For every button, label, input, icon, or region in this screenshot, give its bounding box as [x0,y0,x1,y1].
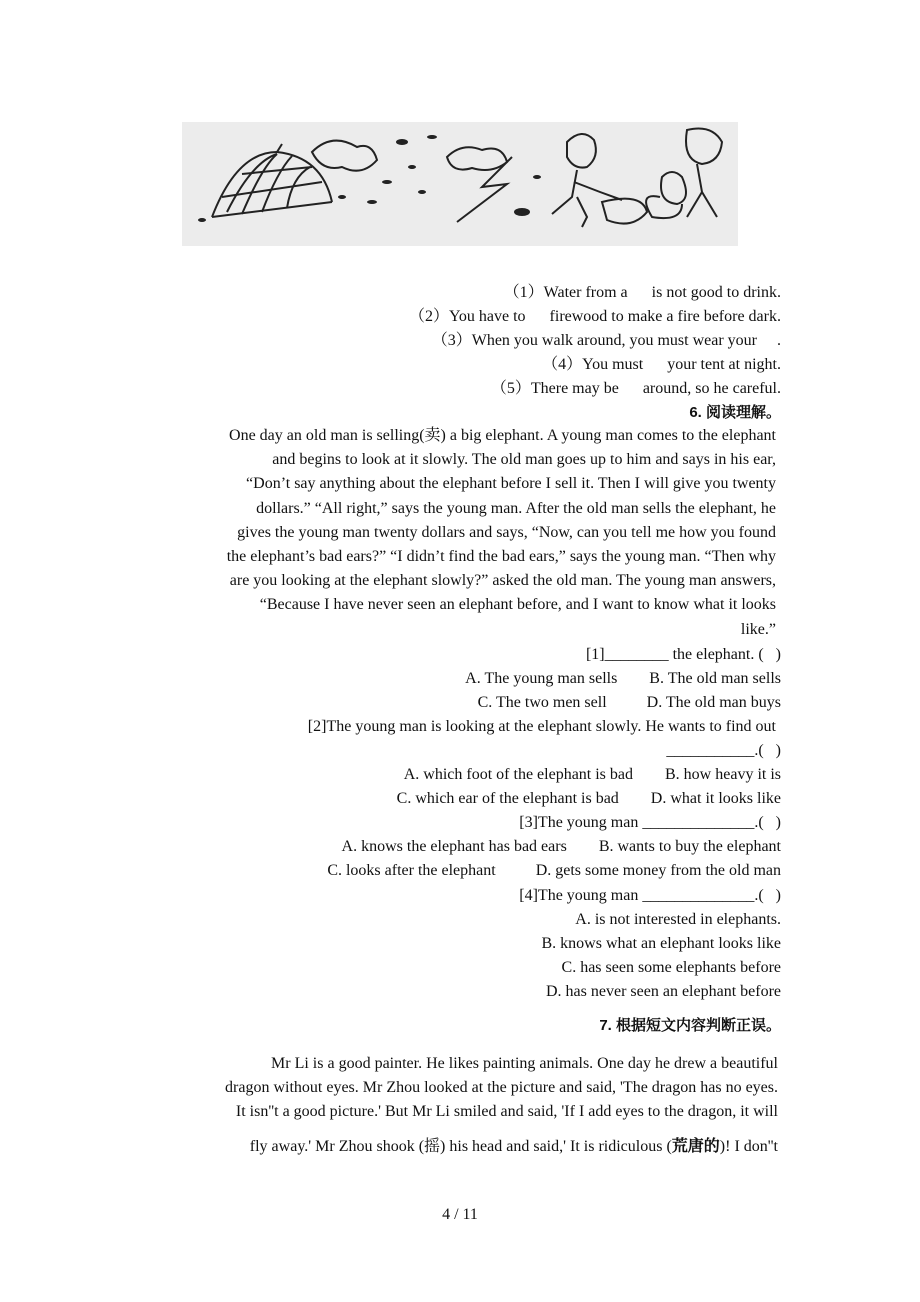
reading-passage [134,424,776,642]
fill-item-1: （1）Water from a is not good to drink. [503,284,781,301]
passage-text: fly away.' Mr Zhou shook (摇) his head and said,' It is ridiculous ( [249,1138,672,1155]
page-number: 4 / 11 [442,1206,478,1223]
fill-item-5: （5）There may be around, so he careful. [490,380,781,397]
passage-line: It isn''t a good picture.' But Mr Li smiled and said, 'If I add eyes to the dragon, it will [235,1103,778,1120]
passage-line: One day an old man is selling(卖) a big elephant. A young man comes to the elephant [229,427,776,444]
question-1-stem: [1]________ the elephant. ( ) [585,646,781,663]
passage-line: like.” [740,620,776,638]
passage-line: dollars.” “All right,” says the young man. After the old man sells the elephant, he [256,499,776,517]
question-2-options-ab: A. which foot of the elephant is bad B. how heavy it is [403,766,781,783]
question-2-stem: [2]The young man is looking at the elephant slowly. He wants to find out [307,718,776,735]
passage-line [130,1135,778,1159]
section-7-heading: 7. 根据短文内容判断正误。 [599,1017,781,1034]
question-1-options-ab: A. The young man sells B. The old man sells [465,670,781,687]
question-2-options-cd: C. which ear of the elephant is bad D. what it looks like [396,790,781,807]
passage-line: the elephant’s bad ears?” “I didn’t find the bad ears,” says the young man. “Then why [226,548,776,566]
camping-illustration [182,122,738,246]
question-4-option-b: B. knows what an elephant looks like [541,935,781,952]
question-4-option-c: C. has seen some elephants before [561,959,781,976]
fill-item-2: （2）You have to firewood to make a fire before dark. [408,308,781,325]
question-3-options-cd: C. looks after the elephant D. gets some money from the old man [327,862,781,879]
section-6-heading: 6. 阅读理解。 [689,404,781,421]
question-3-stem: [3]The young man ______________.( ) [519,814,781,831]
question-4-option-a: A. is not interested in elephants. [575,911,781,928]
question-3-options-ab: A. knows the elephant has bad ears B. wants to buy the elephant [341,838,781,855]
passage-text: )! I don''t [719,1138,778,1155]
question-4-option-d: D. has never seen an elephant before [546,983,781,1000]
passage-bold-term: 荒唐的 [671,1138,720,1155]
question-1-options-cd: C. The two men sell D. The old man buys [477,694,781,711]
passage-line: “Don’t say anything about the elephant before I sell it. Then I will give you twenty [246,475,776,493]
question-4-stem: [4]The young man ______________.( ) [519,887,781,904]
passage-line: “Because I have never seen an elephant before, and I want to know what it looks [259,596,776,614]
judgement-passage [130,1052,778,1159]
passage-line: dragon without eyes. Mr Zhou looked at the picture and said, 'The dragon has no eyes. [225,1079,778,1096]
fill-item-3: （3）When you walk around, you must wear your . [431,332,781,349]
passage-line: Mr Li is a good painter. He likes painting animals. One day he drew a beautiful [271,1055,778,1072]
fill-item-4: （4）You must your tent at night. [542,356,781,373]
passage-line: are you looking at the elephant slowly?” asked the old man. The young man answers, [229,572,776,590]
question-2-stem-blank: ___________.( ) [666,742,781,759]
passage-line: gives the young man twenty dollars and says, “Now, can you tell me how you found [237,523,776,541]
passage-line: and begins to look at it slowly. The old man goes up to him and says in his ear, [272,451,776,469]
camping-drawing [182,122,738,246]
